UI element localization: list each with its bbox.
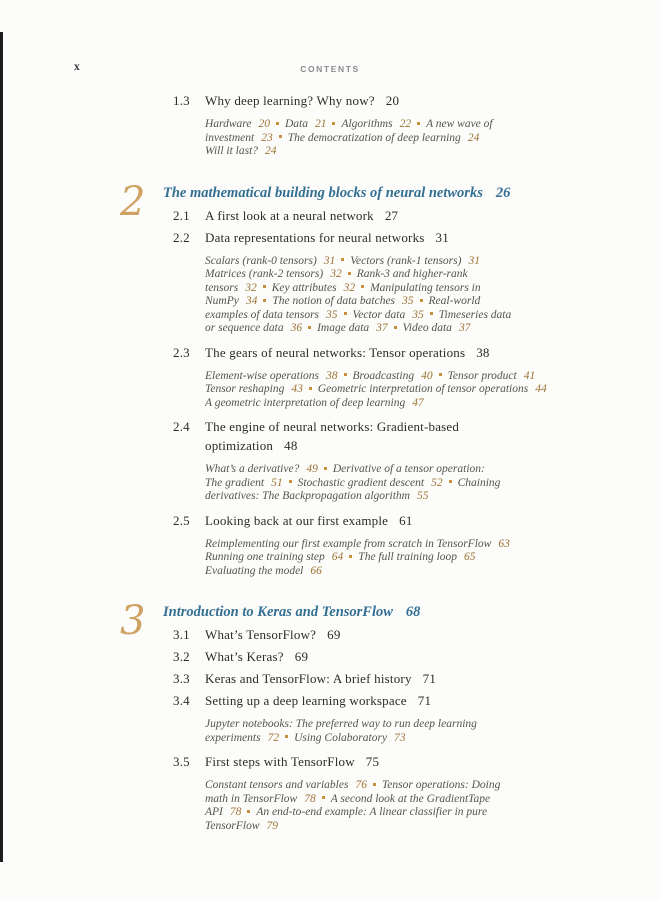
section-number: 2.2	[173, 229, 190, 245]
subsection-title: tensors	[205, 281, 239, 294]
toc-section-entry	[0, 514, 660, 527]
subsection-page-number: 20	[258, 118, 270, 130]
subsection-title: The democratization of deep learning	[287, 131, 461, 144]
section-page-number: 48	[284, 438, 298, 453]
subsection-title: derivatives: The Backpropagation algorithm	[205, 490, 410, 502]
subsection-page-number: 64	[331, 551, 344, 563]
section-page-number: 75	[365, 754, 380, 769]
subsection-page-number: 41	[523, 369, 536, 382]
subsection-title: Scalars (rank-0 tensors)	[205, 254, 317, 267]
section-number: 3.4	[173, 693, 190, 708]
subsection-page-number: 49	[306, 463, 318, 475]
subsection-title: Timeseries data	[438, 308, 512, 321]
subsection-title: Jupyter notebooks: The preferred way to run deep learning	[205, 718, 477, 730]
section-number: 2.4	[173, 419, 190, 434]
bullet-separator-icon	[430, 312, 433, 315]
subsection-page-number: 63	[498, 537, 510, 550]
subsection-title: Tensor reshaping	[205, 383, 285, 395]
chapter-title: Introduction to Keras and TensorFlow	[163, 604, 393, 620]
subsection-page-number: 22	[399, 118, 412, 130]
subsection-title: API	[205, 806, 223, 818]
bullet-separator-icon	[308, 326, 311, 329]
subsection-title: investment	[205, 131, 255, 144]
subsection-line	[205, 132, 660, 146]
section-number: 1.3	[173, 93, 190, 108]
bullet-separator-icon	[344, 373, 347, 376]
chapter-page-number: 68	[405, 604, 421, 620]
bullet-separator-icon	[394, 326, 397, 329]
toc-subsection-block	[0, 779, 660, 833]
subsection-line	[205, 732, 660, 746]
bullet-separator-icon	[373, 783, 376, 786]
section-title: optimization	[205, 438, 274, 453]
table-of-contents	[0, 94, 660, 843]
bullet-separator-icon	[420, 299, 423, 302]
toc-subsection-block	[0, 718, 660, 745]
bullet-separator-icon	[247, 810, 250, 813]
subsection-line	[205, 370, 660, 384]
subsection-line	[205, 383, 660, 397]
section-page-number: 69	[327, 627, 341, 642]
subsection-page-number: 73	[394, 731, 406, 744]
running-head: CONTENTS	[300, 64, 360, 74]
subsection-title: Broadcasting	[352, 369, 415, 382]
toc-section-entry	[0, 94, 660, 107]
subsection-page-number: 37	[376, 322, 388, 334]
subsection-page-number: 38	[326, 369, 338, 382]
subsection-title: Running one training step	[205, 551, 325, 563]
subsection-title: The full training loop	[358, 551, 458, 563]
subsection-line	[205, 538, 660, 552]
subsection-page-number: 32	[245, 281, 257, 294]
bullet-separator-icon	[344, 312, 347, 315]
subsection-page-number: 35	[326, 308, 338, 321]
bullet-separator-icon	[322, 796, 325, 799]
subsection-line	[205, 309, 660, 323]
bullet-separator-icon	[341, 258, 344, 261]
subsection-title: TensorFlow	[205, 819, 260, 832]
subsection-line	[205, 793, 660, 807]
subsection-page-number: 36	[290, 322, 303, 334]
subsection-line	[205, 268, 660, 282]
section-page-number: 31	[435, 229, 449, 245]
subsection-title: Chaining	[457, 476, 501, 489]
subsection-line	[205, 490, 660, 504]
bullet-separator-icon	[349, 555, 352, 558]
subsection-page-number: 72	[267, 731, 280, 744]
bullet-separator-icon	[309, 387, 312, 390]
bullet-separator-icon	[289, 480, 292, 483]
subsection-title: A second look at the GradientTape	[330, 792, 491, 805]
subsection-page-number: 24	[467, 131, 480, 144]
subsection-page-number: 47	[412, 396, 424, 409]
subsection-title: Tensor operations: Doing	[381, 779, 501, 791]
bullet-separator-icon	[417, 122, 420, 125]
subsection-page-number: 35	[412, 308, 424, 321]
subsection-page-number: 31	[323, 254, 336, 267]
subsection-page-number: 35	[402, 295, 414, 307]
bullet-separator-icon	[361, 285, 364, 288]
subsection-title: math in TensorFlow	[205, 792, 298, 805]
toc-subsection-block	[0, 255, 660, 336]
section-title: The gears of neural networks: Tensor operations	[205, 344, 466, 360]
section-number: 3.5	[173, 754, 190, 769]
bullet-separator-icon	[449, 480, 452, 483]
section-page-number: 27	[384, 207, 399, 223]
section-title: Why deep learning? Why now?	[205, 93, 375, 108]
subsection-title: Video data	[402, 322, 452, 334]
subsection-page-number: 21	[314, 118, 327, 130]
subsection-line	[205, 820, 660, 834]
toc-section-entry	[0, 694, 660, 707]
bullet-separator-icon	[263, 285, 266, 288]
subsection-line	[205, 565, 660, 579]
subsection-page-number: 32	[330, 268, 342, 280]
subsection-line	[205, 718, 660, 732]
subsection-title: Vectors (rank-1 tensors)	[350, 254, 462, 267]
chapter-page-number: 26	[495, 184, 511, 201]
toc-section-entry	[0, 628, 660, 641]
section-number: 3.3	[173, 671, 190, 686]
subsection-title: Manipulating tensors in	[370, 281, 481, 294]
subsection-title: Constant tensors and variables	[205, 779, 349, 791]
section-title-continued	[173, 439, 660, 452]
bullet-separator-icon	[348, 272, 351, 275]
bullet-separator-icon	[439, 373, 442, 376]
section-title: Data representations for neural networks	[205, 229, 425, 245]
subsection-line	[205, 118, 660, 132]
subsection-title: Geometric interpretation of tensor operations	[317, 383, 529, 395]
subsection-title: Rank-3 and higher-rank	[356, 268, 468, 280]
toc-subsection-block	[0, 538, 660, 579]
subsection-page-number: 52	[431, 476, 443, 489]
section-number: 2.5	[173, 512, 190, 528]
section-title: Keras and TensorFlow: A brief history	[205, 671, 412, 686]
subsection-title: A new wave of	[426, 118, 493, 130]
page-folio: x	[74, 61, 80, 73]
toc-subsection-block	[0, 370, 660, 411]
section-page-number: 69	[294, 649, 309, 664]
chapter-number: 2	[120, 178, 146, 225]
subsection-title: Will it last?	[205, 145, 259, 157]
toc-section-entry	[0, 346, 660, 359]
subsection-line	[205, 551, 660, 565]
subsection-line	[205, 282, 660, 296]
toc-section-entry	[0, 672, 660, 685]
subsection-page-number: 76	[355, 779, 367, 791]
subsection-line	[205, 322, 660, 336]
section-page-number: 61	[399, 512, 413, 528]
subsection-page-number: 51	[271, 476, 283, 489]
subsection-title: Stochastic gradient descent	[297, 476, 425, 489]
subsection-page-number: 78	[229, 806, 242, 818]
subsection-title: Hardware	[205, 118, 252, 130]
subsection-title: Algorithms	[341, 118, 393, 130]
subsection-title: Reimplementing our first example from scratch in TensorFlow	[205, 537, 492, 550]
subsection-page-number: 44	[535, 383, 547, 395]
subsection-page-number: 23	[261, 131, 273, 144]
subsection-line	[205, 397, 660, 411]
subsection-page-number: 31	[468, 254, 480, 267]
subsection-page-number: 43	[291, 383, 303, 395]
subsection-title: Derivative of a tensor operation:	[332, 463, 485, 475]
bullet-separator-icon	[285, 735, 288, 738]
toc-section-entry	[0, 755, 660, 768]
section-title: A first look at a neural network	[205, 207, 374, 223]
section-page-number: 71	[417, 693, 432, 708]
section-page-number: 38	[476, 344, 490, 360]
section-number: 2.1	[173, 207, 190, 223]
subsection-title: Using Colaboratory	[294, 731, 388, 744]
subsection-title: An end-to-end example: A linear classifier in pure	[256, 806, 488, 818]
subsection-page-number: 32	[343, 281, 356, 294]
subsection-line	[205, 806, 660, 820]
subsection-title: The notion of data batches	[272, 295, 396, 307]
section-page-number: 71	[422, 671, 437, 686]
subsection-line	[205, 295, 660, 309]
chapter-title: The mathematical building blocks of neural networks	[163, 184, 483, 201]
section-page-number: 20	[385, 93, 400, 108]
subsection-page-number: 66	[310, 564, 322, 577]
subsection-title: Matrices (rank-2 tensors)	[205, 268, 324, 280]
toc-subsection-block	[0, 463, 660, 504]
subsection-title: or sequence data	[205, 322, 284, 334]
section-title: What’s TensorFlow?	[205, 627, 317, 642]
subsection-page-number: 34	[245, 295, 258, 307]
section-title: Setting up a deep learning workspace	[205, 693, 407, 708]
subsection-title: examples of data tensors	[205, 308, 320, 321]
bullet-separator-icon	[324, 467, 327, 470]
subsection-title: Data	[284, 118, 308, 130]
bullet-separator-icon	[332, 122, 335, 125]
subsection-title: Tensor product	[447, 369, 517, 382]
subsection-page-number: 65	[464, 551, 476, 563]
section-title: Looking back at our first example	[205, 512, 389, 528]
subsection-page-number: 37	[458, 322, 471, 334]
subsection-line	[205, 463, 660, 477]
toc-section-entry	[0, 209, 660, 222]
subsection-title: Real-world	[428, 295, 481, 307]
subsection-title: NumPy	[205, 295, 239, 307]
subsection-line	[205, 477, 660, 491]
subsection-line	[205, 255, 660, 269]
section-number: 3.2	[173, 649, 190, 664]
toc-section-entry	[0, 231, 660, 244]
subsection-title: A geometric interpretation of deep learning	[205, 396, 406, 409]
section-number: 2.3	[173, 344, 190, 360]
section-title: First steps with TensorFlow	[205, 754, 355, 769]
bullet-separator-icon	[279, 135, 282, 138]
subsection-title: Image data	[317, 322, 370, 334]
toc-section-entry	[0, 650, 660, 663]
subsection-page-number: 79	[266, 819, 279, 832]
subsection-line	[205, 145, 660, 159]
subsection-title: What’s a derivative?	[205, 463, 300, 475]
bullet-separator-icon	[263, 299, 266, 302]
subsection-title: The gradient	[205, 476, 265, 489]
subsection-title: Key attributes	[271, 281, 337, 294]
subsection-title: Vector data	[352, 308, 406, 321]
subsection-title: Element-wise operations	[205, 369, 320, 382]
bullet-separator-icon	[276, 122, 279, 125]
subsection-page-number: 78	[304, 792, 316, 805]
toc-subsection-block	[0, 118, 660, 159]
section-number: 3.1	[173, 627, 190, 642]
subsection-line	[205, 779, 660, 793]
subsection-page-number: 24	[265, 145, 277, 157]
subsection-title: experiments	[205, 731, 261, 744]
section-title: What’s Keras?	[205, 649, 284, 664]
subsection-page-number: 40	[421, 369, 433, 382]
subsection-page-number: 55	[416, 490, 429, 502]
chapter-number: 3	[120, 598, 146, 644]
section-title: The engine of neural networks: Gradient-based	[205, 419, 460, 434]
subsection-title: Evaluating the model	[205, 564, 304, 577]
toc-section-entry	[0, 420, 660, 452]
